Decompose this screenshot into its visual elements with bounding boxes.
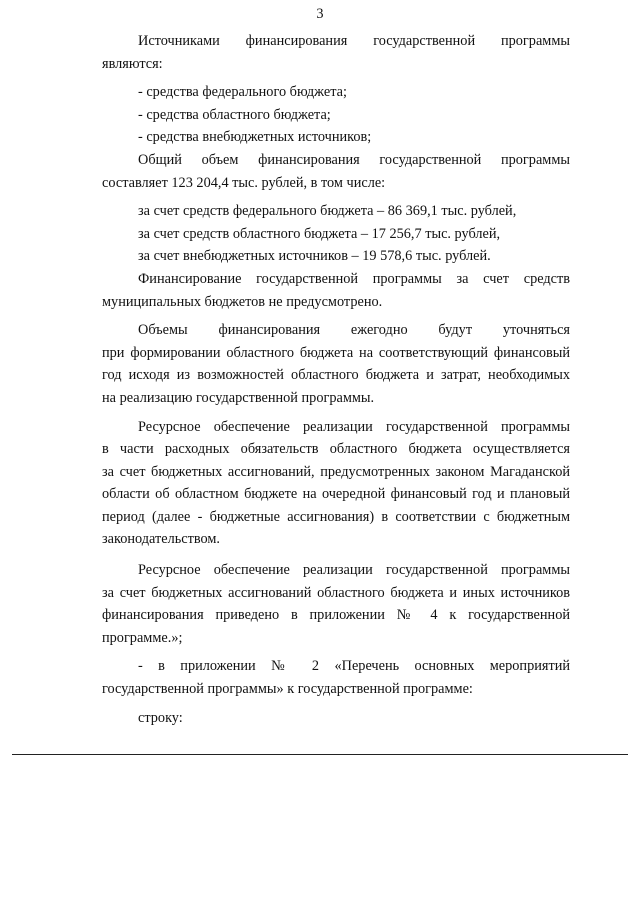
paragraph-line: - в приложении № 2 «Перечень основных мероприятий	[138, 658, 570, 675]
paragraph-line: области об областном бюджете на очередной финансовый год и плановый	[102, 486, 570, 503]
list-item: за счет средств федерального бюджета – 86 369,1 тыс. рублей,	[138, 203, 517, 220]
paragraph-line: программе.»;	[102, 629, 183, 646]
paragraph-line: Финансирование государственной программы за счет средств	[138, 270, 570, 287]
paragraph-line: законодательством.	[102, 531, 220, 548]
paragraph-line: период (далее - бюджетные ассигнования) в соответствии с бюджетным	[102, 508, 570, 525]
paragraph-line: год исходя из возможностей областного бюджета и затрат, необходимых	[102, 367, 570, 384]
page-number: 3	[316, 6, 324, 22]
paragraph-line: финансирования приведено в приложении № 4 к государственной	[102, 607, 570, 624]
paragraph-line: Ресурсное обеспечение реализации государственной программы	[138, 562, 570, 579]
paragraph-line: являются:	[102, 55, 163, 72]
paragraph-line: Ресурсное обеспечение реализации государственной программы	[138, 418, 570, 435]
paragraph-line: Общий объем финансирования государственной программы	[138, 151, 570, 168]
paragraph-line: за счет бюджетных ассигнований, предусмотренных законом Магаданской	[102, 463, 570, 480]
paragraph-line: государственной программы» к государственной программе:	[102, 681, 473, 698]
list-item: - средства областного бюджета;	[138, 106, 331, 123]
paragraph-line: Источниками финансирования государственной программы	[138, 33, 570, 49]
list-item: за счет внебюджетных источников – 19 578,6 тыс. рублей.	[138, 248, 491, 265]
paragraph-line: строку:	[138, 709, 183, 726]
document-body	[102, 30, 570, 729]
paragraph-line: при формировании областного бюджета на соответствующий финансовый	[102, 344, 570, 361]
list-item: - средства федерального бюджета;	[138, 84, 347, 101]
paragraph-line: в части расходных обязательств областного бюджета осуществляется	[102, 441, 570, 458]
bottom-divider	[12, 754, 628, 755]
paragraph-line: Объемы финансирования ежегодно будут уточняться	[138, 322, 570, 339]
paragraph-line: за счет бюджетных ассигнований областного бюджета и иных источников	[102, 584, 570, 601]
list-item: - средства внебюджетных источников;	[138, 129, 372, 146]
list-item: за счет средств областного бюджета – 17 256,7 тыс. рублей,	[138, 225, 501, 242]
paragraph-line: на реализацию государственной программы.	[102, 389, 375, 406]
paragraph-line: составляет 123 204,4 тыс. рублей, в том числе:	[102, 174, 386, 191]
paragraph-line: муниципальных бюджетов не предусмотрено.	[102, 293, 383, 310]
